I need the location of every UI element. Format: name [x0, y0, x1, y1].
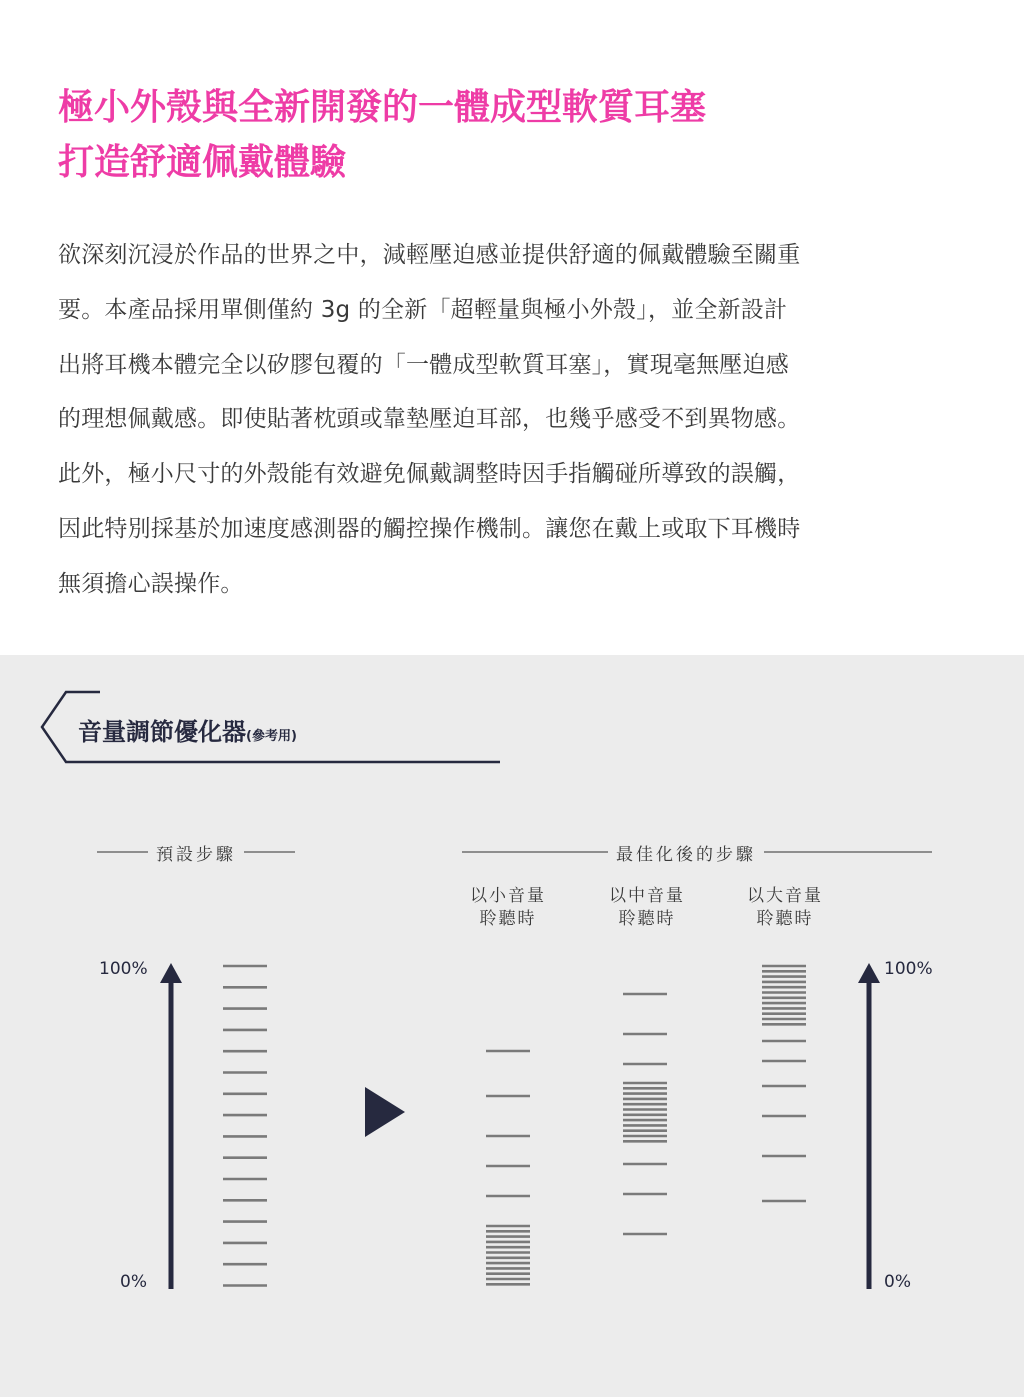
headline-line-2: 打造舒適佩戴體驗: [58, 141, 347, 183]
optimized-steps-label: 最佳化後的步驟: [608, 840, 764, 865]
body-line: 的理想佩戴感。即使貼著枕頭或靠墊壓迫耳部，也幾乎感受不到異物感。: [58, 406, 801, 433]
default-steps-label: 預設步驟: [148, 840, 244, 865]
play-arrow-icon: [365, 1087, 405, 1137]
right-min-label: 0%: [884, 1272, 911, 1292]
body-line: 出將耳機本體完全以矽膠包覆的「一體成型軟質耳塞」，實現毫無壓迫感: [58, 351, 789, 378]
body-line: 欲深刻沉浸於作品的世界之中，減輕壓迫感並提供舒適的佩戴體驗至關重: [58, 242, 801, 268]
high-volume-line1: 以大音量: [747, 886, 823, 906]
body-line: 因此特別採基於加速度感測器的觸控操作機制。讓您在戴上或取下耳機時: [58, 515, 801, 542]
up-arrow-icon: [858, 963, 880, 1289]
body-line: 無須擔心誤操作。: [58, 570, 244, 597]
diagram-title-text: 音量調節優化器: [78, 718, 246, 746]
high-volume-line2: 聆聽時: [756, 909, 814, 929]
up-arrow-icon: [160, 963, 182, 1289]
mid-volume-line2: 聆聽時: [618, 909, 676, 929]
left-min-label: 0%: [120, 1272, 147, 1292]
body-line: 此外，極小尺寸的外殼能有效避免佩戴調整時因手指觸碰所導致的誤觸，: [58, 461, 801, 488]
left-max-label: 100%: [99, 959, 148, 979]
headline-line-1: 極小外殼與全新開發的一體成型軟質耳塞: [58, 86, 707, 128]
diagram-title-note: (參考用): [246, 729, 297, 744]
mid-volume-line1: 以中音量: [609, 886, 685, 906]
low-volume-line1: 以小音量: [470, 886, 546, 906]
low-volume-line2: 聆聽時: [479, 909, 537, 929]
right-max-label: 100%: [884, 959, 933, 979]
body-line: 要。本產品採用單側僅約 3g 的全新「超輕量與極小外殼」，並全新設計: [58, 296, 788, 323]
